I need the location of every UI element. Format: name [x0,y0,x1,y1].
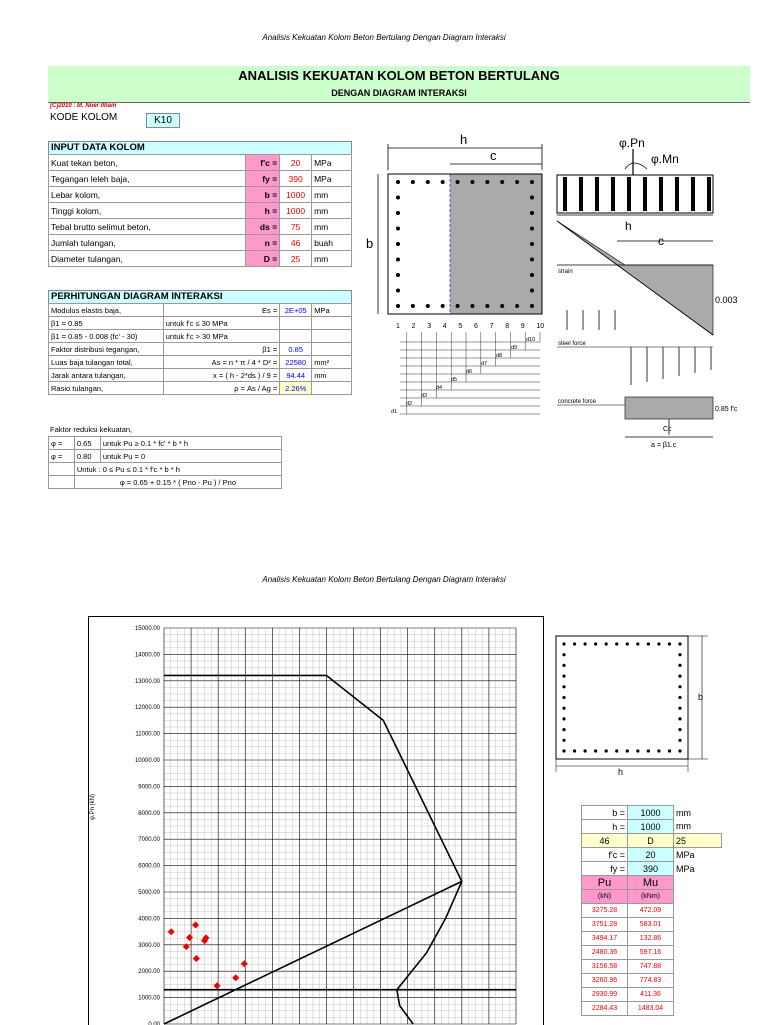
result-row: 2930.99 411.36 [582,988,722,1002]
small-rebar-dot [678,642,681,645]
y-tick-label: 15000.00 [134,626,160,632]
force-c: c [658,234,664,248]
rebar-dot [530,227,534,231]
small-rebar-dot [583,749,586,752]
rebar-dot [530,273,534,277]
title-box [48,66,750,103]
small-rebar-dot [573,642,576,645]
input-value[interactable]: 46 [280,235,312,251]
y-tick-label: 7000.00 [138,837,160,844]
result-row: 2284.43 1483.04 [582,1002,722,1016]
phi-mn-label: φ.Mn [651,152,679,166]
page-subtitle: DENGAN DIAGRAM INTERAKSI [331,88,467,98]
small-rebar-dot [615,749,618,752]
small-rebar-dot [678,739,681,742]
small-rebar-dot [678,717,681,720]
rebar-dot [530,211,534,215]
faktor-row: φ = 0.65 + 0.15 * ( Pno - Pu ) / Pno [49,476,282,489]
faktor-table [48,436,282,489]
force-diagram [555,135,755,455]
input-row: Lebar kolom, b = 1000 mm [49,187,352,203]
dist-label: d10 [526,337,536,343]
rebar-dot [485,304,489,308]
small-rebar-dot [668,749,671,752]
phi-pn-label: φ.Pn [619,136,645,150]
rebar-dot [515,304,519,308]
data-point [193,955,200,962]
rebar-bar [627,177,631,211]
small-rebar-dot [583,642,586,645]
y-tick-label: 9000.00 [138,784,160,791]
calc-row: Rasio tulangan, ρ = As / Ag = 2.26% [49,382,352,395]
dist-label: d6 [466,369,473,375]
input-row: Diameter tulangan, D = 25 mm [49,251,352,267]
rebar-dot [485,180,489,184]
result-row: 3494.17 132.86 [582,932,722,946]
rebar-number: 10 [536,323,545,330]
calc-heading: PERHITUNGAN DIAGRAM INTERAKSI [48,290,352,304]
rebar-number: 4 [442,323,447,330]
y-tick-label: 4000.00 [138,916,160,923]
force-h: h [625,219,632,233]
dim-c: c [490,148,497,163]
rebar-dot [530,289,534,293]
input-value[interactable]: 25 [280,251,312,267]
small-rebar-dot [668,642,671,645]
steel-force-arrows [567,310,711,385]
small-dim-b: b [698,692,704,702]
y-tick-label: 11000.00 [135,731,160,738]
y-tick-label: 2000.00 [138,969,160,976]
small-rebar-dot [562,717,565,720]
small-rebar-dot [562,728,565,731]
rebar-bar [675,177,679,211]
input-value[interactable]: 1000 [280,187,312,203]
rebar-dot [530,196,534,200]
page-header: Analisis Kekuatan Kolom Beton Bertulang Dengan Diagram Interaksi [262,33,506,42]
rebar-number: 8 [505,323,510,330]
small-rebar-dot [678,675,681,678]
dist-label: d2 [406,401,413,407]
strain-label: strain [558,269,573,275]
data-point [241,960,248,967]
small-rebar-dot [562,685,565,688]
input-value[interactable]: 75 [280,219,312,235]
page-title: ANALISIS KEKUATAN KOLOM BETON BERTULANG [238,68,560,83]
rebar-distances [391,332,540,415]
dist-label: d4 [436,385,443,391]
calc-row: β1 = 0.85 untuk f'c ≤ 30 MPa [49,317,352,330]
rebar-bar [579,177,583,211]
rebar-bar [595,177,599,211]
calc-row: Jarak antara tulangan, x = ( h - 2*ds ) / 9 = 94.44 mm [49,369,352,382]
rebar-number: 7 [489,323,494,330]
rebar-dot [396,227,400,231]
small-rebar-dot [562,664,565,667]
y-tick-label: 0.00 [148,1022,160,1025]
calc-table [48,303,352,395]
data-point [168,928,175,935]
small-rebar-dot [594,749,597,752]
calc-row: Modulus elastis baja, Es = 2E+05 MPa [49,304,352,317]
small-rebar-dot [562,675,565,678]
kode-kolom-value[interactable]: K10 [146,113,180,128]
interaction-chart [88,616,542,1024]
small-rebar-dot [678,707,681,710]
input-row: Kuat tekan beton, f'c = 20 MPa [49,155,352,171]
rebar-dot [500,304,504,308]
small-rebar-dot [647,749,650,752]
result-row: 3156.58 747.88 [582,960,722,974]
steel-force-label: steel force [558,341,586,347]
calc-row: β1 = 0.85 - 0.008 (fc' - 30) untuk f'c > 30 MPa [49,330,352,343]
column-section-diagram [360,130,550,440]
rebar-dot [456,180,460,184]
small-rebar-dot [562,653,565,656]
rebar-dot [530,242,534,246]
y-tick-label: 3000.00 [138,942,160,949]
rebar-bar [707,177,711,211]
small-rebar-dot [573,749,576,752]
rebar-number: 2 [411,323,416,330]
input-value[interactable]: 1000 [280,203,312,219]
small-rebar-dot [605,749,608,752]
chart-ylabel: φ.Pn (kN) [89,794,96,820]
rebar-dot [396,289,400,293]
rebar-dot [396,242,400,246]
rebar-bar [691,177,695,211]
rebar-dot [470,304,474,308]
rebar-number: 9 [520,323,525,330]
eps-label: 0.003 [715,295,738,305]
data-point [214,982,221,989]
y-tick-label: 10000.00 [134,758,160,764]
small-rebar-dot [562,642,565,645]
small-dim-h: h [618,767,624,777]
rebar-dot [396,196,400,200]
rebar-dot [396,273,400,277]
input-value[interactable]: 20 [280,155,312,171]
small-rebar-dot [636,749,639,752]
rebar-dot [500,180,504,184]
rebar-bar [643,177,647,211]
data-point [186,934,193,941]
result-row: 3260.96 774.83 [582,974,722,988]
small-rebar-dot [615,642,618,645]
dist-label: d5 [451,377,458,383]
input-row: Tegangan leleh baja, fy = 390 MPa [49,171,352,187]
small-rebar-dot [657,749,660,752]
small-rebar-dot [562,696,565,699]
rebar-number: 1 [396,323,400,330]
input-row: Tinggi kolom, h = 1000 mm [49,203,352,219]
small-rebar-dot [678,696,681,699]
rebar-dot [456,304,460,308]
small-rebar-dot [678,685,681,688]
rebar-bar [611,177,615,211]
rebar-numbers [396,323,544,330]
result-fy[interactable]: 390 [628,862,674,876]
calc-row: Luas baja tulangan total, As = n * π / 4 * D² = 22580 mm² [49,356,352,369]
small-rebar-dot [657,642,660,645]
dist-label: d1 [391,409,398,415]
y-tick-label: 1000.00 [138,995,160,1002]
rebar-dot [515,180,519,184]
rebar-dot [530,304,534,308]
y-tick-label: 12000.00 [134,705,160,712]
kode-kolom-label: KODE KOLOM [50,112,118,123]
a-label: a = β1.c [651,442,677,449]
dim-b: b [366,236,374,251]
y-tick-label: 14000.00 [134,652,160,659]
concrete-force-label: concrete force [558,399,597,405]
rebar-number: 6 [474,323,478,330]
dist-label: d9 [511,345,518,351]
input-heading: INPUT DATA KOLOM [48,141,352,155]
y-tick-label: 5000.00 [138,890,160,896]
rebar-dot [411,180,415,184]
small-rebar-dot [678,653,681,656]
result-row: 2480.36 597.16 [582,946,722,960]
result-row: 3751.28 583.01 [582,918,722,932]
small-rebar-dot [562,739,565,742]
result-fc[interactable]: 20 [628,848,674,862]
rebar-number: 3 [427,323,432,330]
small-rebar-dot [626,642,629,645]
input-table [48,154,352,267]
rebar-bar [563,177,567,211]
small-rebar-dot [562,749,565,752]
input-row: Jumlah tulangan, n = 46 buah [49,235,352,251]
result-row: 3275.28 472.09 [582,904,722,918]
dist-label: d8 [496,353,503,359]
rebar-dot [396,304,400,308]
data-point [183,943,190,950]
faktor-row: Untuk : 0 ≤ Pu ≤ 0.1 * f'c * b * h [49,463,282,476]
data-point [192,921,199,928]
rebar-dot [396,211,400,215]
small-rebar-dot [678,728,681,731]
small-rebar-dot [562,707,565,710]
small-rebar-dot [678,664,681,667]
faktor-row: φ = 0.65 untuk Pu ≥ 0.1 * fc' * b * h [49,437,282,450]
rebar-dot [396,258,400,262]
y-tick-label: 6000.00 [138,863,160,870]
faktor-heading: Faktor reduksi kekuatan, [50,425,133,434]
calc-row: Faktor distribusi tegangan, β1 = 0.85 [49,343,352,356]
faktor-row: φ = 0.80 untuk Pu = 0 [49,450,282,463]
input-row: Tebal brutto selimut beton, ds = 75 mm [49,219,352,235]
rebar-dot [426,180,430,184]
copyright: [C]2010 : M. Noer Ilham [50,103,117,109]
rebar-dot [530,258,534,262]
y-tick-label: 8000.00 [138,810,160,817]
result-table: b = 1000 mm h = 1000 mm 46 D 25 f'c = 20 MPa fy = 390 MPa Pu Mu (kN) (kNm) 3275.28 472.09 3751.28 583.01 3494.17 132.86 2480.36 597.16 3156.58 747.88 3260.96 774.83 2930.99 411.36 2284.43 1483.04 [581,805,722,1016]
rebar-dot [396,180,400,184]
small-rebar-dot [626,749,629,752]
dist-label: d3 [421,393,428,399]
cc-label: Cc [663,426,672,433]
rebar-bar [659,177,663,211]
dim-h: h [460,132,468,147]
rebar-dot [530,180,534,184]
small-rebar-dot [678,749,681,752]
rebar-dot [426,304,430,308]
rebar-dot [411,304,415,308]
small-section-diagram [552,632,712,780]
result-b[interactable]: 1000 [628,806,674,820]
rebar-dot [441,180,445,184]
rebar-dot [470,180,474,184]
rebar-number: 5 [458,323,463,330]
rebar-dot [441,304,445,308]
small-rebar-dot [636,642,639,645]
dist-label: d7 [481,361,488,367]
result-h[interactable]: 1000 [628,820,674,834]
small-rebar-dot [647,642,650,645]
stress-label: 0.85 f'c [715,406,738,413]
small-rebar-dot [594,642,597,645]
small-rebar-dot [605,642,608,645]
y-tick-label: 13000.00 [134,678,160,685]
input-value[interactable]: 390 [280,171,312,187]
data-point [232,974,239,981]
page2-header: Analisis Kekuatan Kolom Beton Bertulang Dengan Diagram Interaksi [262,575,506,584]
